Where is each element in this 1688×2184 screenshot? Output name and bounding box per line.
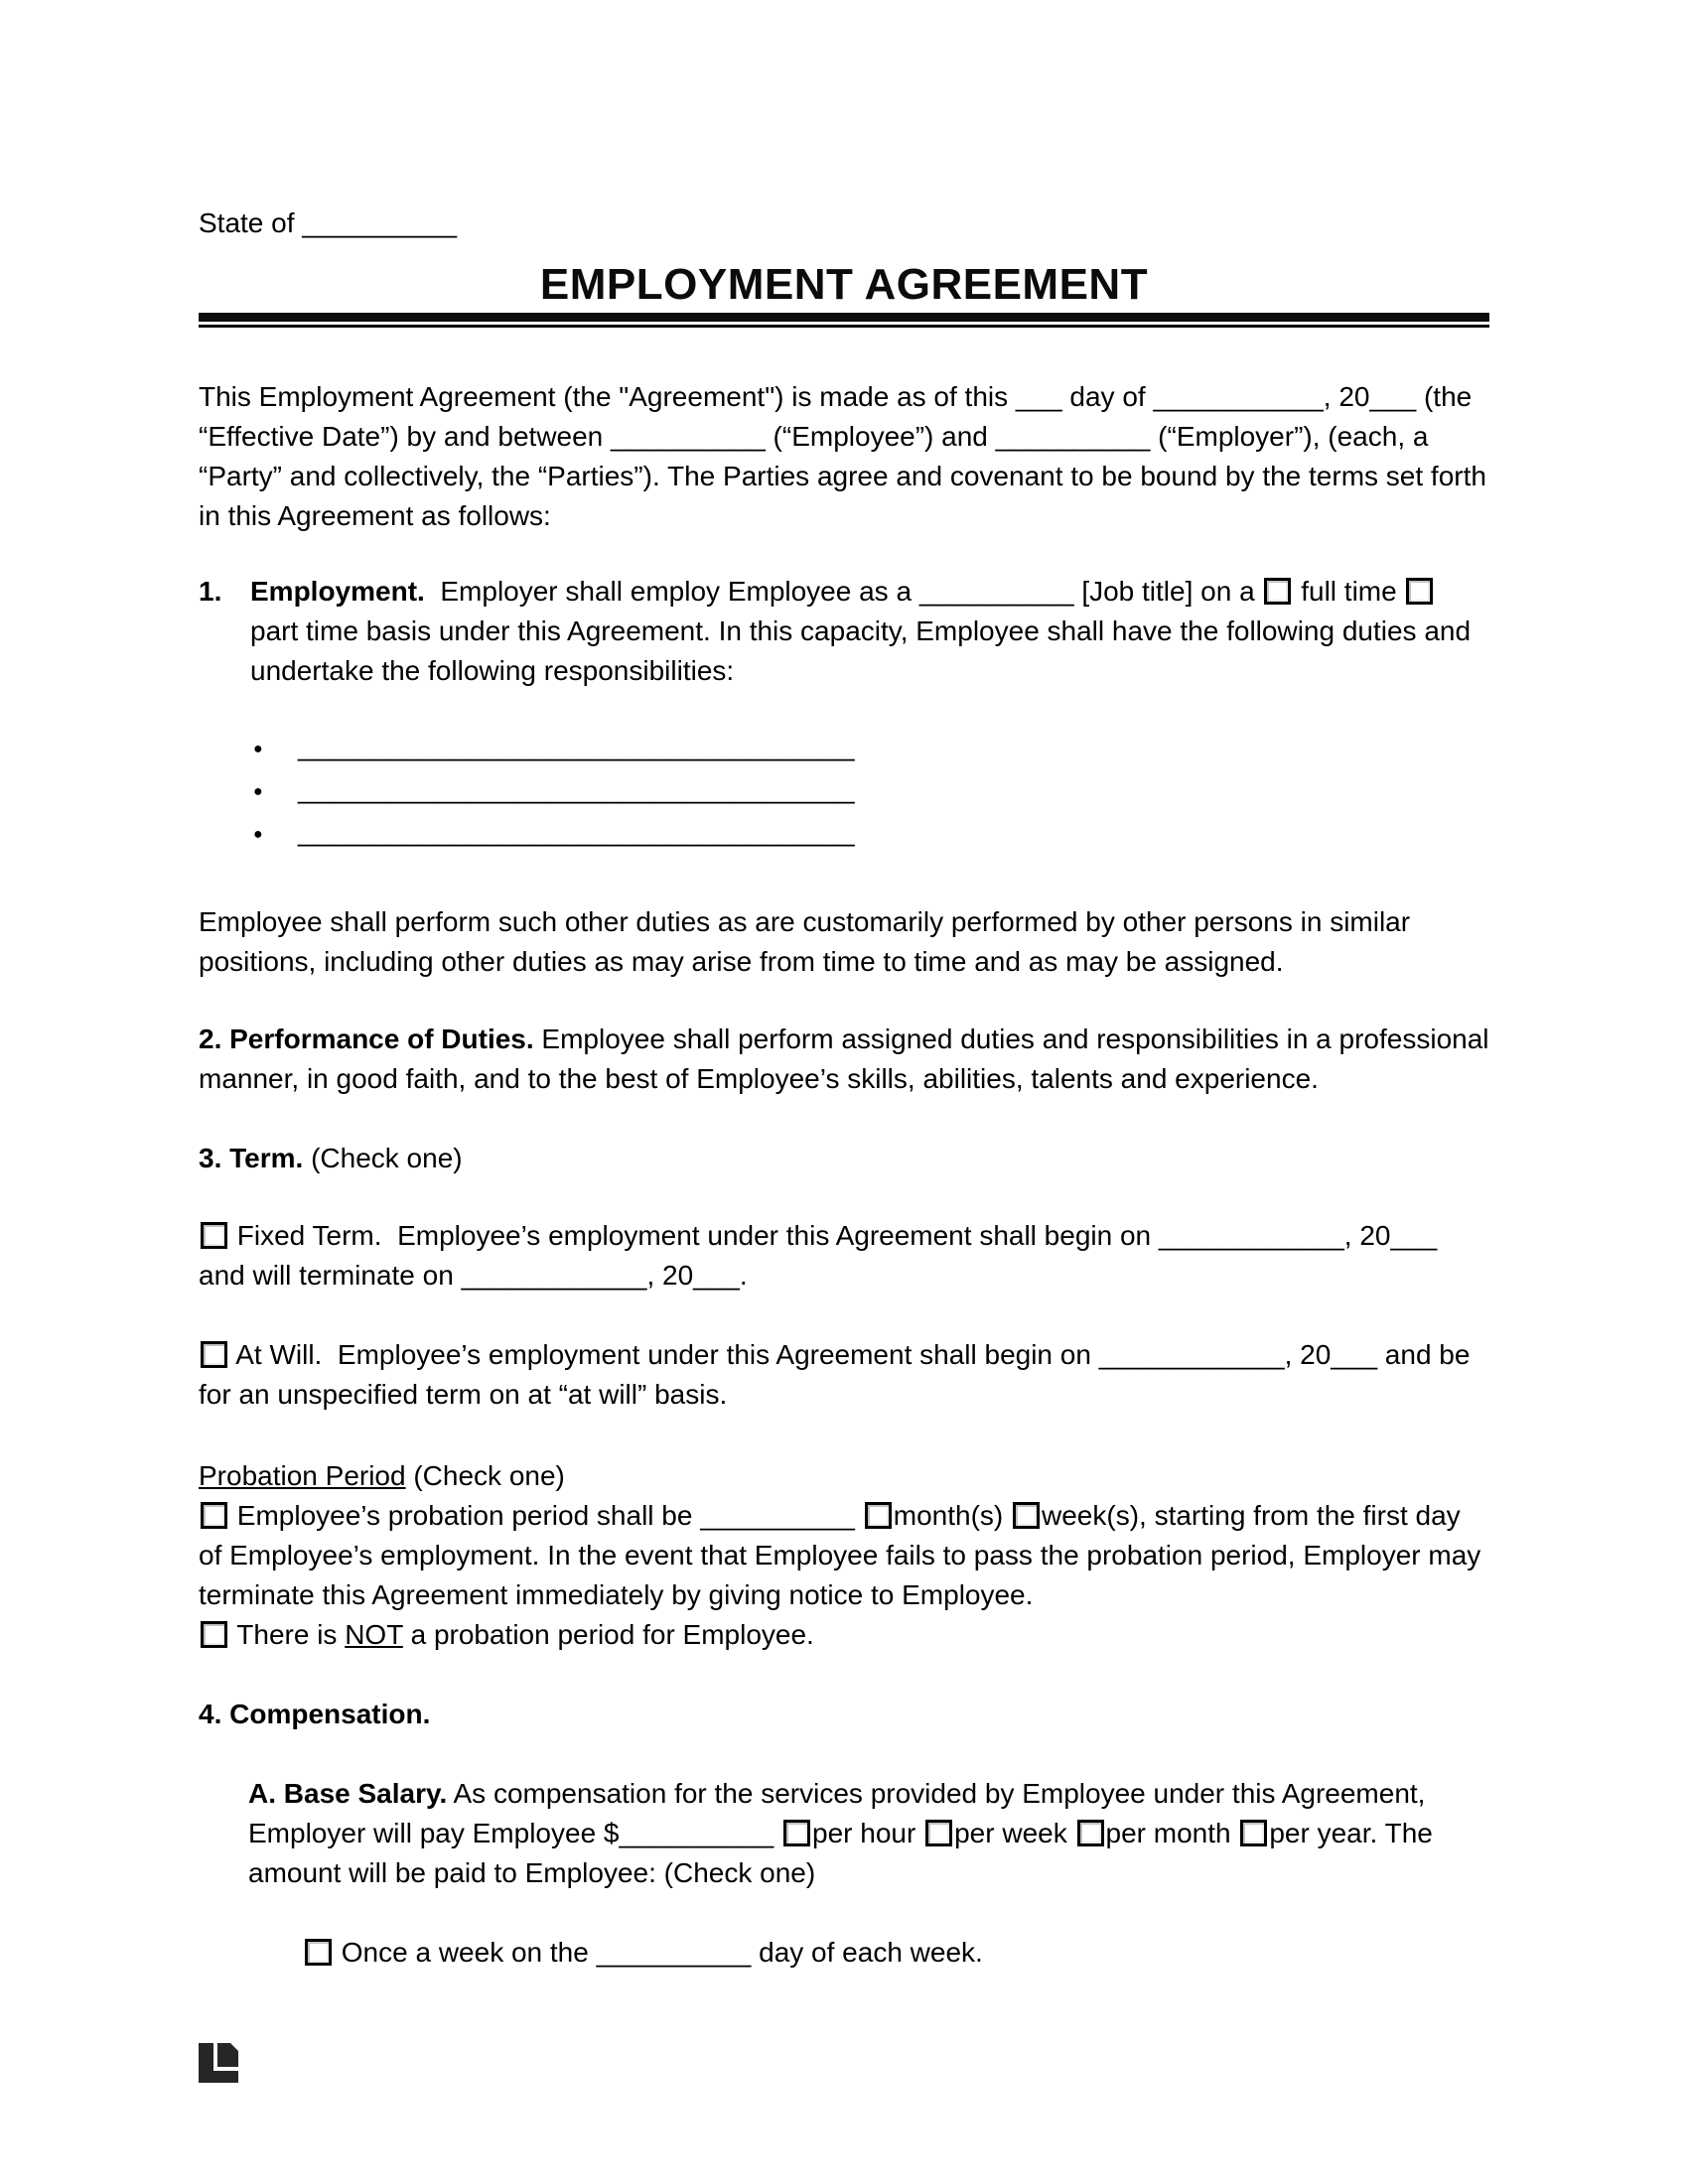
once-a-week-checkbox[interactable] — [305, 1939, 332, 1966]
legal-templates-logo-icon — [199, 2043, 238, 2083]
text-run: full time — [1293, 576, 1405, 607]
text-run: month(s) — [893, 1500, 1011, 1531]
bold-text: 3. Term. — [199, 1143, 304, 1173]
at-will-option — [199, 1335, 1489, 1415]
text-run: day of each week. — [751, 1937, 983, 1968]
fixed-term-start-year-blank[interactable]: ___ — [1390, 1220, 1438, 1251]
job-title-blank[interactable]: __________ — [918, 576, 1074, 607]
weeks-checkbox[interactable] — [1013, 1502, 1040, 1529]
fixed-term-checkbox[interactable] — [201, 1222, 227, 1249]
text-run: and be for an unspecified term on at “at will” basis. — [199, 1339, 1471, 1410]
employee-name-blank[interactable]: __________ — [611, 421, 766, 452]
document-title: EMPLOYMENT AGREEMENT — [539, 260, 1149, 309]
text-run: week(s), starting from the first day of Employee’s employment. In the event that Employee fails to pass the probation period, Employer may terminate this Agreement immediately by giving notice to Employee. — [199, 1500, 1481, 1610]
section-employment-number: 1. — [199, 576, 222, 607]
bold-text: Employment. — [250, 576, 425, 607]
duty-line — [253, 769, 1489, 812]
text-run: At Will. Employee’s employment under this Agreement shall begin on — [229, 1339, 1099, 1370]
per-year-checkbox[interactable] — [1240, 1820, 1267, 1846]
text-run: , 20 — [1284, 1339, 1332, 1370]
state-label: State of — [199, 207, 303, 238]
other-duties-paragraph — [199, 902, 1489, 982]
text-run: Employer shall employ Employee as a — [424, 576, 919, 607]
at-will-start-year-blank[interactable]: ___ — [1331, 1339, 1378, 1370]
bullet-icon: ● — [253, 741, 263, 757]
text-run: Fixed Term. Employee’s employment under this Agreement shall begin on — [229, 1220, 1159, 1251]
intro-paragraph — [199, 377, 1489, 536]
text-run: Employee shall perform such other duties as are customarily performed by other persons in similar positions, including other duties as may arise from time to time and as may be assigned. — [199, 906, 1411, 977]
section-employment — [199, 572, 1489, 691]
text-run: per month — [1105, 1818, 1239, 1848]
text-run: per week — [954, 1818, 1075, 1848]
probation-period-heading — [199, 1456, 1489, 1496]
section-performance-of-duties — [199, 1020, 1489, 1099]
duty-blank[interactable]: ____________________________________ — [298, 816, 855, 847]
bold-text: 4. Compensation. — [199, 1699, 431, 1729]
duty-line — [253, 812, 1489, 855]
legal-templates-logo — [199, 2043, 238, 2083]
text-run: and will terminate on — [199, 1260, 462, 1291]
probation-with-option — [199, 1496, 1489, 1615]
text-run: (“Employee”) and — [765, 421, 996, 452]
text-run: per hour — [812, 1818, 924, 1848]
text-run: Employee’s probation period shall be — [229, 1500, 701, 1531]
day-blank[interactable]: ___ — [1015, 381, 1062, 412]
section-compensation-heading — [199, 1695, 1489, 1734]
state-of-line — [199, 204, 1489, 243]
underlined-text: Probation Period — [199, 1460, 406, 1491]
fixed-term-start-date-blank[interactable]: ____________ — [1158, 1220, 1344, 1251]
payday-blank[interactable]: __________ — [596, 1937, 752, 1968]
bold-text: A. Base Salary. — [248, 1778, 448, 1809]
bold-text: 2. Performance of Duties. — [199, 1024, 534, 1054]
text-run: (Check one) — [405, 1460, 565, 1491]
section-employment-text — [250, 576, 1471, 686]
title-rule-thin-bar — [199, 325, 1489, 328]
once-a-week-option — [303, 1933, 1489, 1973]
title-rule-thick-bar — [199, 313, 1489, 322]
base-salary-paragraph — [248, 1774, 1489, 1893]
bullet-icon: ● — [253, 783, 263, 800]
duty-blank[interactable]: ____________________________________ — [298, 773, 855, 804]
text-run: (Check one) — [303, 1143, 463, 1173]
part-time-checkbox[interactable] — [1406, 578, 1433, 605]
text-run: per year. The amount will be paid to Employee: (Check one) — [248, 1818, 1433, 1888]
text-run: part time basis under this Agreement. In this capacity, Employee shall have the following duties and undertake the following responsibilities: — [250, 615, 1472, 686]
full-time-checkbox[interactable] — [1264, 578, 1291, 605]
text-run: Once a week on the — [334, 1937, 597, 1968]
per-week-checkbox[interactable] — [925, 1820, 952, 1846]
duties-list — [199, 727, 1489, 855]
salary-amount-blank[interactable]: __________ — [619, 1818, 774, 1848]
fixed-term-end-year-blank[interactable]: ___ — [693, 1260, 740, 1291]
months-checkbox[interactable] — [865, 1502, 892, 1529]
per-month-checkbox[interactable] — [1077, 1820, 1104, 1846]
fixed-term-end-date-blank[interactable]: ____________ — [461, 1260, 647, 1291]
duty-blank[interactable]: ____________________________________ — [298, 731, 855, 761]
underlined-text: NOT — [345, 1619, 403, 1650]
probation-period-checkbox[interactable] — [201, 1502, 227, 1529]
text-run: , 20 — [1323, 381, 1370, 412]
text-run — [774, 1818, 781, 1848]
month-blank[interactable]: ___________ — [1153, 381, 1324, 412]
employer-name-blank[interactable]: __________ — [995, 421, 1151, 452]
text-run: (the “Effective Date”) by and between — [199, 381, 1473, 452]
text-run: Employee shall perform assigned duties and responsibilities in a professional manner, in good faith, and to the best of Employee’s skills, abilities, talents and experience. — [199, 1024, 1489, 1094]
text-run: day of — [1061, 381, 1154, 412]
at-will-checkbox[interactable] — [201, 1341, 227, 1368]
text-run: [Job title] on a — [1073, 576, 1263, 607]
text-run: , 20 — [646, 1260, 694, 1291]
per-hour-checkbox[interactable] — [783, 1820, 810, 1846]
title-rule — [199, 313, 1489, 328]
duty-line — [253, 727, 1489, 769]
text-run: a probation period for Employee. — [402, 1619, 814, 1650]
text-run: . — [739, 1260, 748, 1291]
state-name-blank[interactable]: __________ — [302, 207, 458, 238]
year-blank[interactable]: ___ — [1369, 381, 1417, 412]
bullet-icon: ● — [253, 826, 263, 843]
text-run: (“Employer”), (each, a “Party” and collectively, the “Parties”). The Parties agree and covenant to be bound by the terms set forth in this Agreement as follows: — [199, 421, 1486, 531]
text-run: , 20 — [1343, 1220, 1391, 1251]
probation-without-option — [199, 1615, 1489, 1655]
text-run: This Employment Agreement (the "Agreement") is made as of this — [199, 381, 1016, 412]
fixed-term-option — [199, 1216, 1489, 1296]
section-term-heading — [199, 1139, 1489, 1178]
at-will-start-date-blank[interactable]: ____________ — [1098, 1339, 1285, 1370]
text-run: There is — [229, 1619, 346, 1650]
text-run — [855, 1500, 863, 1531]
text-run: As compensation for the services provided by Employee under this Agreement, Employer will pay Employee $ — [248, 1778, 1426, 1848]
no-probation-checkbox[interactable] — [201, 1621, 227, 1648]
probation-length-blank[interactable]: __________ — [700, 1500, 855, 1531]
